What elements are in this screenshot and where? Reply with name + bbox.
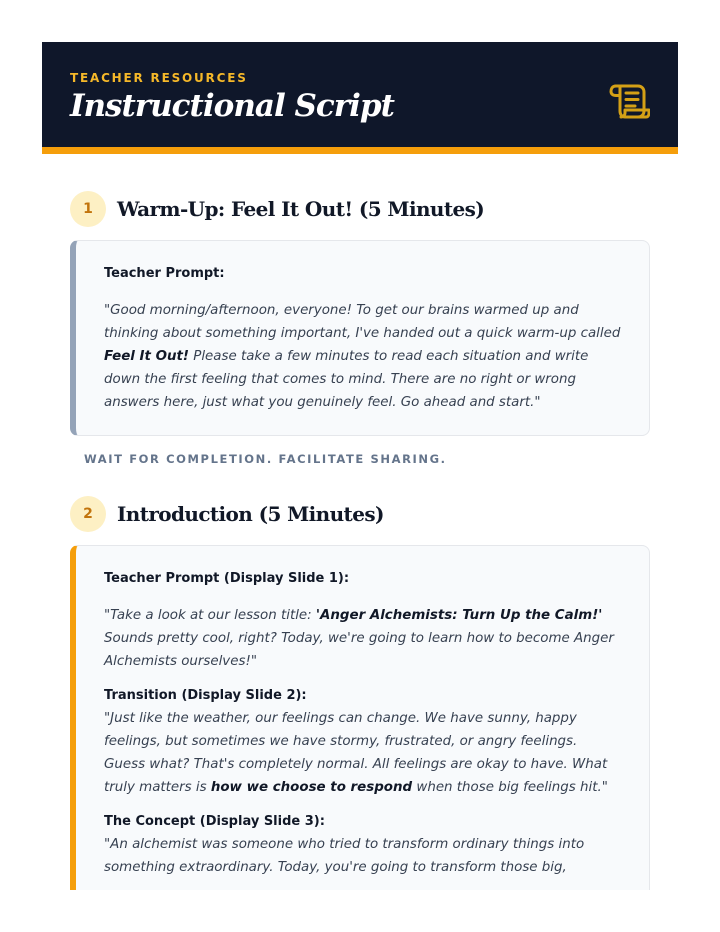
scroll-icon <box>608 80 650 120</box>
section-heading-introduction <box>70 496 384 532</box>
teacher-prompt-card <box>70 240 650 436</box>
header-banner <box>42 42 678 154</box>
step-number-badge: 1 <box>70 191 106 227</box>
prompt-quote: "Good morning/afternoon, everyone! To get our brains warmed up and thinking about something important, I've handed out a quick warm-up called Feel It Out! Please take a few minutes to read each situation and write down the first feeling that comes to mind. There are no right or wrong answers here, just what you genuinely feel. Go ahead and start." <box>104 303 621 410</box>
header-kicker: TEACHER RESOURCES <box>70 71 248 85</box>
block-label: Transition (Display Slide 2): <box>104 688 307 703</box>
page-title: Instructional Script <box>70 88 394 124</box>
section-heading-warm-up <box>70 191 484 227</box>
block-quote: "Take a look at our lesson title: 'Anger Alchemists: Turn Up the Calm!' Sounds pretty cool, right? Today, we're going to learn how to become Anger Alchemists ourselves!" <box>104 608 614 669</box>
section-title: Introduction (5 Minutes) <box>117 502 384 526</box>
section-title: Warm-Up: Feel It Out! (5 Minutes) <box>117 197 485 221</box>
step-number-badge: 2 <box>70 496 106 532</box>
introduction-card <box>70 545 650 890</box>
prompt-label: Teacher Prompt: <box>104 266 225 281</box>
facilitation-note: WAIT FOR COMPLETION. FACILITATE SHARING. <box>84 452 447 466</box>
script-page <box>42 42 678 890</box>
block-quote: "Just like the weather, our feelings can change. We have sunny, happy feelings, but sometimes we have stormy, frustrated, or angry feelings. Guess what? That's completely normal. All feelings are okay to have. What truly matters is how we choose to respond when those big feelings hit." <box>104 711 608 795</box>
block-label: The Concept (Display Slide 3): <box>104 814 325 829</box>
block-quote: "An alchemist was someone who tried to transform ordinary things into something extraordinary. Today, you're going to transform those big, <box>104 837 585 875</box>
block-label: Teacher Prompt (Display Slide 1): <box>104 571 350 586</box>
